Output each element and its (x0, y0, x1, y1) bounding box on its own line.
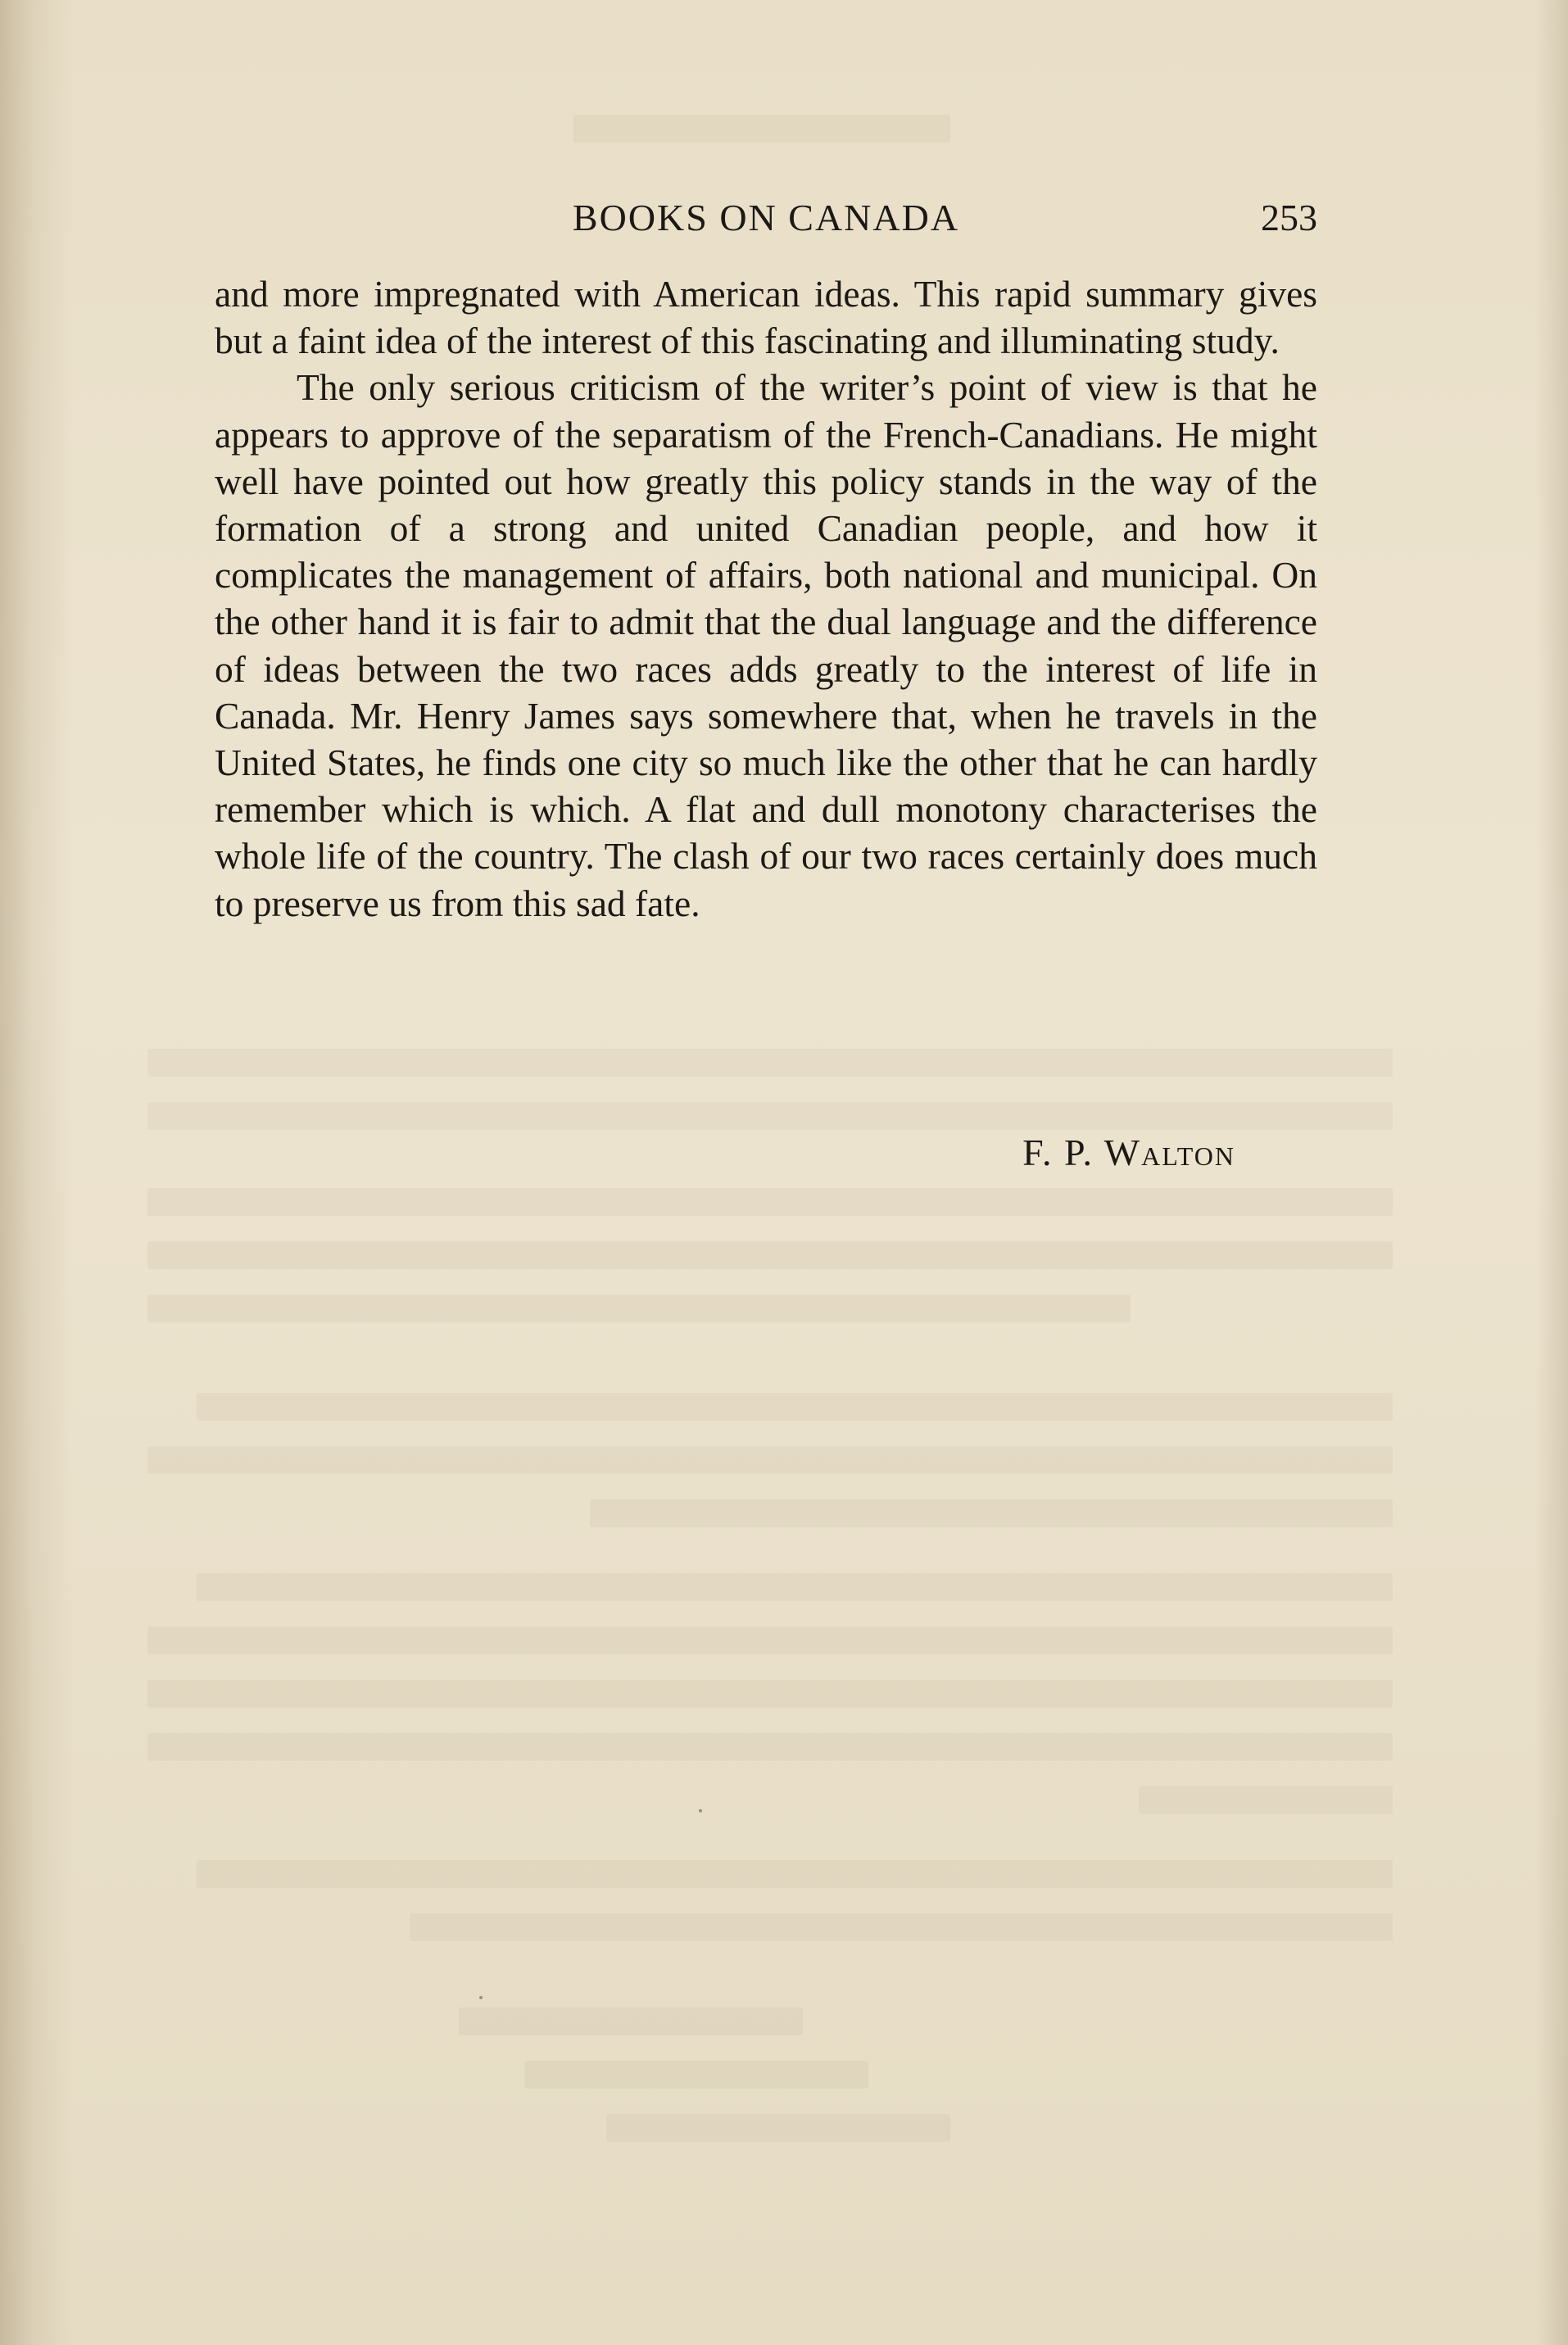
body-text (215, 270, 1317, 927)
page-number: 253 (1261, 197, 1317, 238)
author-signature: F. P. Walton (1022, 1132, 1235, 1173)
running-title: BOOKS ON CANADA (572, 197, 960, 238)
paragraph-criticism: The only serious criticism of the writer’s point of view is that he appears to approve of the separatism of the French-Canadians. He might well have pointed out how greatly this policy stands in the way of the formation of a strong and united Canadian people, and how it complicates the management of affairs, both national and municipal. On the other hand it is fair to admit that the dual language and the difference of ideas between the two races adds greatly to the interest of life in Canada. Mr. Henry James says somewhere that, when he travels in the United States, he finds one city so much like the other that he can hardly remember which is which. A flat and dull monotony characterises the whole life of the country. The clash of our two races certainly does much to preserve us from this sad fate. (215, 366, 1317, 924)
paper-speck (699, 1809, 702, 1812)
paper-speck (479, 1996, 483, 1999)
paragraph-continuation: and more impregnated with American ideas. This rapid summary gives but a faint idea of the interest of this fascinating and illuminating study. (215, 273, 1317, 362)
running-head (215, 193, 1317, 243)
